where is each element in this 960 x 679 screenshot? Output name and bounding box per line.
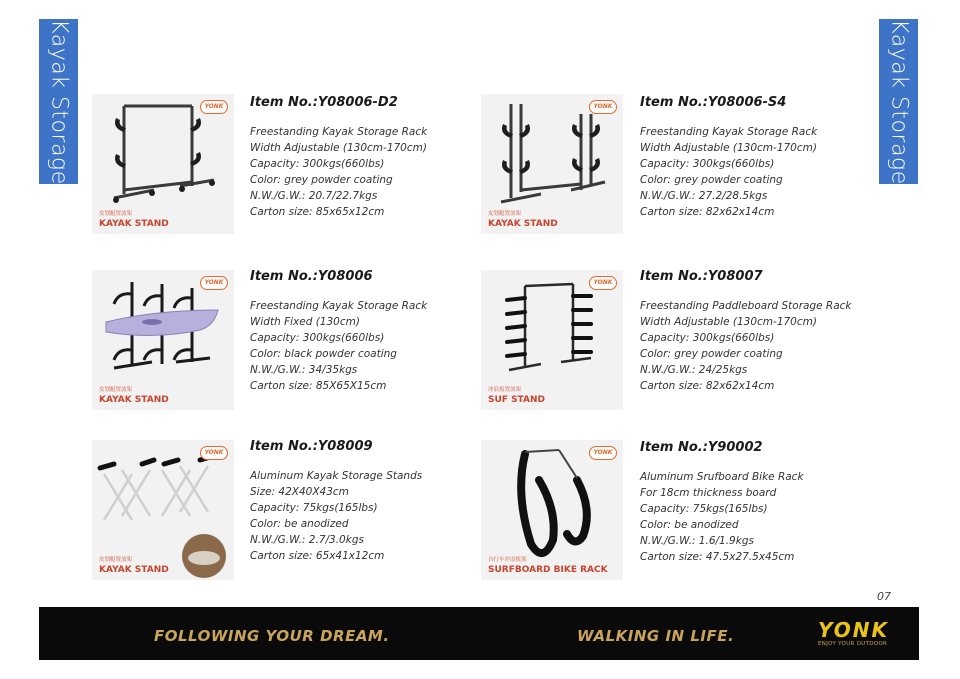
item-number: Item No.:Y90002: [640, 440, 763, 455]
spec-line: Capacity: 75kgs(165lbs): [250, 502, 378, 514]
product-info-y08006-s4: [640, 95, 900, 220]
brand-logo-badge: YONK: [589, 446, 617, 460]
brand-logo-badge: YONK: [200, 100, 228, 114]
slogan-right: WALKING IN LIFE.: [577, 627, 735, 645]
yonk-logo: [818, 618, 898, 647]
spec-line: N.W./G.W.: 34/35kgs: [250, 364, 358, 376]
side-tab-left: [39, 19, 78, 184]
spec-line: N.W./G.W.: 2.7/3.0kgs: [250, 534, 364, 546]
spec-line: Aluminum Kayak Storage Stands: [250, 470, 423, 482]
spec-line: Capacity: 75kgs(165lbs): [640, 503, 768, 515]
item-number: Item No.:Y08006-D2: [250, 95, 398, 110]
spec-line: Freestanding Paddleboard Storage Rack: [640, 300, 852, 312]
product-info-y90002: [640, 440, 900, 565]
product-image-y08009: [92, 440, 234, 580]
spec-line: N.W./G.W.: 24/25kgs: [640, 364, 748, 376]
spec-line: Color: grey powder coating: [640, 348, 783, 360]
brand-logo-badge: YONK: [589, 276, 617, 290]
spec-line: For 18cm thickness board: [640, 487, 777, 499]
logo-wordmark: YONK: [818, 618, 890, 642]
spec-line: Capacity: 300kgs(660lbs): [640, 332, 775, 344]
page-number: 07: [877, 590, 891, 603]
logo-tagline: ENJOY YOUR OUTDOOR: [818, 641, 888, 647]
image-stand-label: KAYAK STAND: [99, 395, 169, 405]
spec-line: Color: black powder coating: [250, 348, 397, 360]
spec-line: Width Adjustable (130cm-170cm): [640, 316, 817, 328]
spec-line: Color: be anodized: [250, 518, 349, 530]
image-cn-label: 皮划艇置放架: [99, 211, 133, 217]
product-image-y08006-d2: [92, 94, 234, 234]
side-tab-label: Kayak Storage: [886, 18, 911, 185]
spec-line: Aluminum Srufboard Bike Rack: [640, 471, 804, 483]
spec-line: Freestanding Kayak Storage Rack: [640, 126, 818, 138]
image-stand-label: KAYAK STAND: [99, 219, 169, 229]
item-number: Item No.:Y08006: [250, 269, 373, 284]
spec-line: Width Adjustable (130cm-170cm): [640, 142, 817, 154]
spec-line: Carton size: 47.5x27.5x45cm: [640, 551, 795, 563]
spec-line: Color: be anodized: [640, 519, 739, 531]
image-stand-label: KAYAK STAND: [488, 219, 558, 229]
spec-line: Capacity: 300kgs(660lbs): [250, 158, 385, 170]
product-image-y90002: [481, 440, 623, 580]
slogan-left: FOLLOWING YOUR DREAM.: [154, 627, 390, 645]
side-tab-label: Kayak Storage: [46, 18, 71, 185]
spec-line: Capacity: 300kgs(660lbs): [640, 158, 775, 170]
spec-line: Width Fixed (130cm): [250, 316, 360, 328]
image-cn-label: 自行车冲浪板架: [488, 557, 527, 563]
image-cn-label: 冲浪板置放架: [488, 387, 522, 393]
spec-line: N.W./G.W.: 27.2/28.5kgs: [640, 190, 768, 202]
product-image-y08006: [92, 270, 234, 410]
spec-line: Size: 42X40X43cm: [250, 486, 349, 498]
spec-line: N.W./G.W.: 1.6/1.9kgs: [640, 535, 754, 547]
spec-line: Carton size: 65x41x12cm: [250, 550, 385, 562]
brand-logo-badge: YONK: [200, 446, 228, 460]
spec-line: Freestanding Kayak Storage Rack: [250, 126, 428, 138]
spec-line: Capacity: 300kgs(660lbs): [250, 332, 385, 344]
product-info-y08006: [250, 269, 510, 394]
product-image-y08007: [481, 270, 623, 410]
image-stand-label: KAYAK STAND: [99, 565, 169, 575]
image-cn-label: 皮划艇置放架: [99, 387, 133, 393]
brand-logo-badge: YONK: [589, 100, 617, 114]
image-cn-label: 皮划艇置放架: [99, 557, 133, 563]
spec-line: Width Adjustable (130cm-170cm): [250, 142, 427, 154]
item-number: Item No.:Y08007: [640, 269, 763, 284]
spec-line: Carton size: 85X65X15cm: [250, 380, 387, 392]
product-image-y08006-s4: [481, 94, 623, 234]
spec-line: Color: grey powder coating: [250, 174, 393, 186]
image-stand-label: SURFBOARD BIKE RACK: [488, 565, 608, 575]
item-number: Item No.:Y08006-S4: [640, 95, 787, 110]
item-number: Item No.:Y08009: [250, 439, 373, 454]
spec-line: Carton size: 82x62x14cm: [640, 206, 775, 218]
image-stand-label: SUF STAND: [488, 395, 545, 405]
image-cn-label: 皮划艇置放架: [488, 211, 522, 217]
footer-banner: [39, 607, 919, 660]
spec-line: Carton size: 82x62x14cm: [640, 380, 775, 392]
product-info-y08007: [640, 269, 900, 394]
spec-line: Carton size: 85x65x12cm: [250, 206, 385, 218]
spec-line: N.W./G.W.: 20.7/22.7kgs: [250, 190, 378, 202]
product-info-y08006-d2: [250, 95, 510, 220]
brand-logo-badge: YONK: [200, 276, 228, 290]
spec-line: Color: grey powder coating: [640, 174, 783, 186]
spec-line: Freestanding Kayak Storage Rack: [250, 300, 428, 312]
product-info-y08009: [250, 439, 510, 564]
